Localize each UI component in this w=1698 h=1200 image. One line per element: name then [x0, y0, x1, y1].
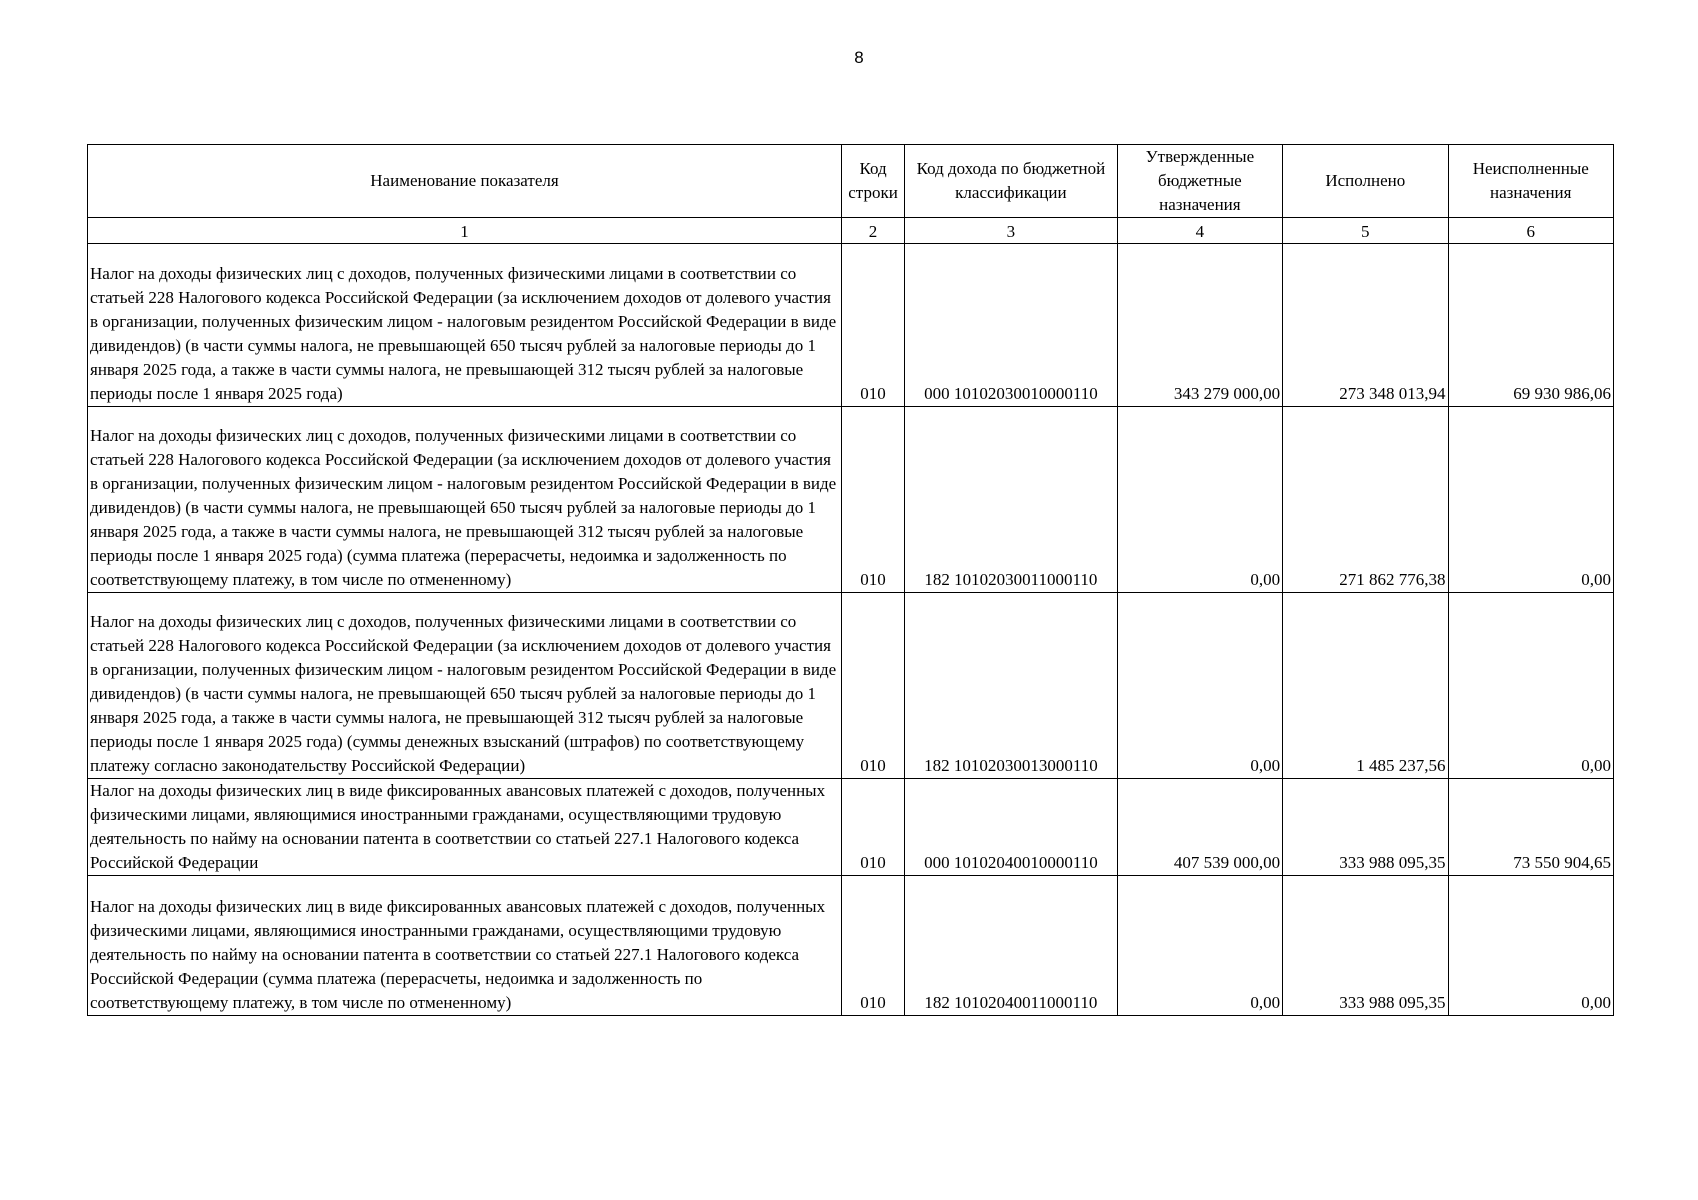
column-number: 1 [88, 218, 842, 244]
budget-execution-table [87, 144, 1614, 1016]
income-code-cell: 182 10102040011000110 [905, 876, 1118, 1016]
header-unexecuted: Неисполненные назначения [1448, 145, 1613, 218]
table-header-row [88, 145, 1614, 218]
approved-cell: 407 539 000,00 [1117, 779, 1282, 876]
table-row [88, 876, 1614, 1016]
column-number: 5 [1283, 218, 1448, 244]
line-code-cell: 010 [841, 779, 904, 876]
header-indicator-name: Наименование показателя [88, 145, 842, 218]
unexecuted-cell: 0,00 [1448, 876, 1613, 1016]
income-code-cell: 000 10102030010000110 [905, 244, 1118, 407]
executed-cell: 333 988 095,35 [1283, 779, 1448, 876]
income-code-cell: 182 10102030013000110 [905, 593, 1118, 779]
indicator-name: Налог на доходы физических лиц с доходов, полученных физическими лицами в соответствии со статьей 228 Налогового кодекса Российской Федерации (за исключением доходов от долевого участия в организации, полученных физическим лицом - налоговым резидентом Российской Федерации в виде дивидендов) (в части суммы налога, не превышающей 650 тысяч рублей за налоговые периоды до 1 января 2025 года, а также в части суммы налога, не превышающей 312 тысяч рублей за налоговые периоды после 1 января 2025 года) (сумма платежа (перерасчеты, недоимка и задолженность по соответствующему платежу, в том числе по отмененному) [90, 426, 837, 589]
column-number: 6 [1448, 218, 1613, 244]
table-row [88, 779, 1614, 876]
header-approved: Утвержденные бюджетные назначения [1117, 145, 1282, 218]
unexecuted-cell: 69 930 986,06 [1448, 244, 1613, 407]
indicator-name-cell [88, 876, 842, 1016]
header-executed: Исполнено [1283, 145, 1448, 218]
approved-cell: 0,00 [1117, 876, 1282, 1016]
approved-cell: 0,00 [1117, 407, 1282, 593]
header-line-code: Код строки [841, 145, 904, 218]
indicator-name: Налог на доходы физических лиц с доходов, полученных физическими лицами в соответствии со статьей 228 Налогового кодекса Российской Федерации (за исключением доходов от долевого участия в организации, полученных физическим лицом - налоговым резидентом Российской Федерации в виде дивидендов) (в части суммы налога, не превышающей 650 тысяч рублей за налоговые периоды до 1 января 2025 года, а также в части суммы налога, не превышающей 312 тысяч рублей за налоговые периоды после 1 января 2025 года) (суммы денежных взысканий (штрафов) по соответствующему платежу согласно законодательству Российской Федерации) [90, 612, 837, 775]
unexecuted-cell: 0,00 [1448, 407, 1613, 593]
executed-cell: 333 988 095,35 [1283, 876, 1448, 1016]
page-number: 8 [854, 48, 864, 67]
column-number-row [88, 218, 1614, 244]
indicator-name-cell [88, 244, 842, 407]
line-code-cell: 010 [841, 593, 904, 779]
line-code-cell: 010 [841, 244, 904, 407]
executed-cell: 1 485 237,56 [1283, 593, 1448, 779]
indicator-name-cell [88, 779, 842, 876]
column-number: 4 [1117, 218, 1282, 244]
table-row [88, 244, 1614, 407]
table-row [88, 593, 1614, 779]
approved-cell: 343 279 000,00 [1117, 244, 1282, 407]
indicator-name-cell [88, 593, 842, 779]
column-number: 3 [905, 218, 1118, 244]
executed-cell: 271 862 776,38 [1283, 407, 1448, 593]
header-income-code: Код дохода по бюджетной классификации [905, 145, 1118, 218]
executed-cell: 273 348 013,94 [1283, 244, 1448, 407]
table-row [88, 407, 1614, 593]
line-code-cell: 010 [841, 876, 904, 1016]
indicator-name: Налог на доходы физических лиц с доходов, полученных физическими лицами в соответствии со статьей 228 Налогового кодекса Российской Федерации (за исключением доходов от долевого участия в организации, полученных физическим лицом - налоговым резидентом Российской Федерации в виде дивидендов) (в части суммы налога, не превышающей 650 тысяч рублей за налоговые периоды до 1 января 2025 года, а также в части суммы налога, не превышающей 312 тысяч рублей за налоговые периоды после 1 января 2025 года) [90, 264, 837, 403]
unexecuted-cell: 73 550 904,65 [1448, 779, 1613, 876]
indicator-name-cell [88, 407, 842, 593]
approved-cell: 0,00 [1117, 593, 1282, 779]
indicator-name: Налог на доходы физических лиц в виде фиксированных авансовых платежей с доходов, полученных физическими лицами, являющимися иностранными гражданами, осуществляющими трудовую деятельность по найму на основании патента в соответствии со статьей 227.1 Налогового кодекса Российской Федерации [90, 781, 826, 872]
line-code-cell: 010 [841, 407, 904, 593]
unexecuted-cell: 0,00 [1448, 593, 1613, 779]
income-code-cell: 182 10102030011000110 [905, 407, 1118, 593]
indicator-name: Налог на доходы физических лиц в виде фиксированных авансовых платежей с доходов, полученных физическими лицами, являющимися иностранными гражданами, осуществляющими трудовую деятельность по найму на основании патента в соответствии со статьей 227.1 Налогового кодекса Российской Федерации (сумма платежа (перерасчеты, недоимка и задолженность по соответствующему платежу, в том числе по отмененному) [90, 897, 826, 1012]
column-number: 2 [841, 218, 904, 244]
income-code-cell: 000 10102040010000110 [905, 779, 1118, 876]
